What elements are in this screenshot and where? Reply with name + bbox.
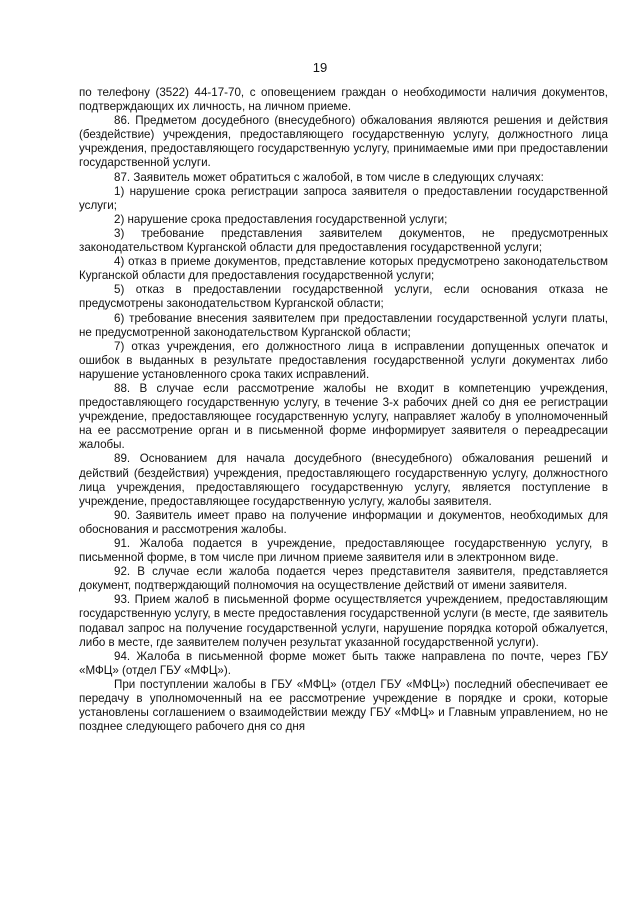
list-item-6: 6) требование внесения заявителем при предоставлении государственной услуги платы, не предусмотренной законодательством Курганской области; (79, 311, 608, 339)
document-body (79, 86, 608, 734)
list-item-3: 3) требование представления заявителем документов, не предусмотренных законодательством Курганской области для предоставления государственной услуги; (79, 226, 608, 255)
paragraph-92: 92. В случае если жалоба подается через представителя заявителя, представляется документ, подтверждающий полномочия на осуществление действий от имени заявителя. (79, 565, 608, 593)
paragraph-87: 87. Заявитель может обратиться с жалобой, в том числе в следующих случаях: (114, 170, 544, 184)
list-item-1: 1) нарушение срока регистрации запроса заявителя о предоставлении государственной услуги; (79, 184, 608, 212)
list-item-4: 4) отказ в приеме документов, представление которых предусмотрено законодательством Курганской области для предоставления государственной услуги; (79, 255, 608, 283)
paragraph-89: 89. Основанием для начала досудебного (внесудебного) обжалования решений и действий (бездействия) учреждения, предоставляющего государственную услугу, должностного лица учреждения, предоставляющего государственную услугу, является поступление в учреждение, предоставляющее государственную услугу, жалобы заявителя. (79, 452, 608, 508)
list-item-2: 2) нарушение срока предоставления государственной услуги; (114, 212, 448, 226)
paragraph-94: 94. Жалоба в письменной форме может быть также направлена по почте, через ГБУ «МФЦ» (отдел ГБУ «МФЦ»). (79, 649, 608, 677)
paragraph-0: по телефону (3522) 44-17-70, с оповещением граждан о необходимости наличия документов, подтверждающих их личность, на личном приеме. (79, 86, 608, 114)
paragraph-90: 90. Заявитель имеет право на получение информации и документов, необходимых для обоснования и рассмотрения жалобы. (79, 508, 608, 536)
paragraph-91: 91. Жалоба подается в учреждение, предоставляющее государственную услугу, в письменной форме, в том числе при личном приеме заявителя или в электронном виде. (79, 537, 608, 565)
paragraph-88: 88. В случае если рассмотрение жалобы не входит в компетенцию учреждения, предоставляющего государственную услугу, в течение 3-х рабочих дней со дня ее регистрации учреждение, предоставляющее государственную услугу, направляет жалобу в уполномоченный на ее рассмотрение орган и в письменной форме информирует заявителя о переадресации жалобы. (79, 381, 608, 452)
page-number: 19 (312, 60, 328, 75)
paragraph-86: 86. Предметом досудебного (внесудебного) обжалования являются решения и действия (бездействие) учреждения, предоставляющего государственную услугу, должностного лица учреждения, предоставляющего государственную услугу, принимаемые ими при предоставлении государственной услуги. (79, 114, 608, 170)
paragraph-93: 93. Прием жалоб в письменной форме осуществляется учреждением, предоставляющим государственную услугу, в месте предоставления государственной услуги (в месте, где заявитель подавал запрос на получение государственной услуги, нарушение порядка которой обжалуется, либо в месте, где заявителем получен результат указанной государственной услуги). (79, 593, 608, 649)
list-item-7: 7) отказ учреждения, его должностного лица в исправлении допущенных опечаток и ошибок в выданных в результате предоставления государственной услуги документах либо нарушение установленного срока таких исправлений. (79, 339, 608, 381)
list-item-5: 5) отказ в предоставлении государственной услуги, если основания отказа не предусмотрены законодательством Курганской области; (79, 283, 608, 311)
paragraph-mfc: При поступлении жалобы в ГБУ «МФЦ» (отдел ГБУ «МФЦ») последний обеспечивает ее передачу в уполномоченный на ее рассмотрение учреждение в порядке и сроки, которые установлены соглашением о взаимодействии между ГБУ «МФЦ» и Главным управлением, но не позднее следующего рабочего дня со дня (79, 677, 608, 734)
